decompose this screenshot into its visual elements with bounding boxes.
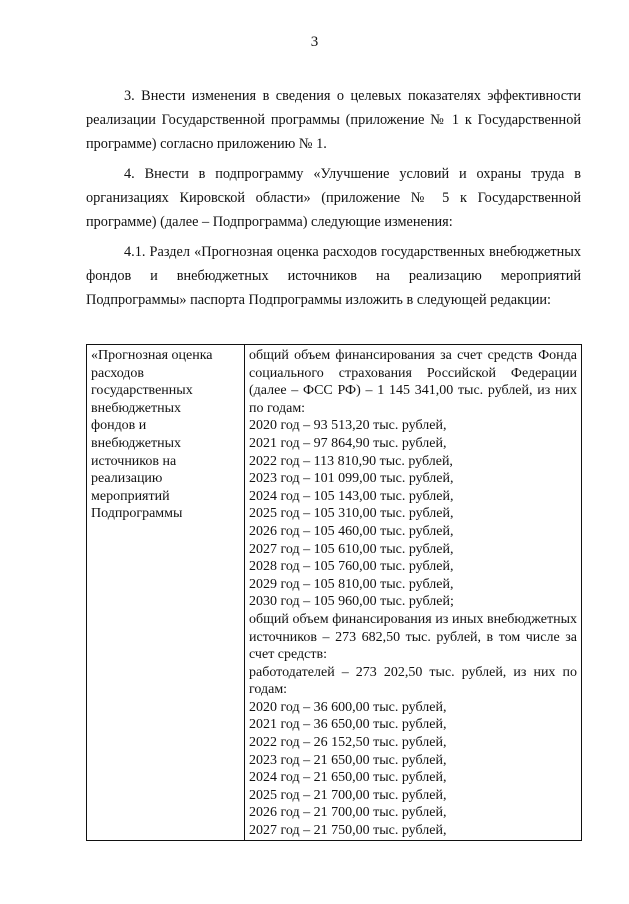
passport-row bbox=[87, 345, 582, 841]
section-title-line: мероприятий bbox=[91, 488, 170, 504]
fss-year-line: 2028 год – 105 760,00 тыс. рублей, bbox=[249, 559, 454, 575]
section-title-line: расходов bbox=[91, 365, 145, 381]
employer-year-line: 2027 год – 21 750,00 тыс. рублей, bbox=[249, 823, 447, 839]
employer-year-line: 2026 год – 21 700,00 тыс. рублей, bbox=[249, 805, 447, 821]
fss-total-text: общий объем финансирования за счет средств Фонда социального страхования Российской Федерации (далее – ФСС РФ) – 1 145 341,00 тыс. рублей, из них по годам: bbox=[249, 348, 577, 416]
section-title-line: источников на bbox=[91, 453, 177, 469]
fss-year-line: 2030 год – 105 960,00 тыс. рублей; bbox=[249, 594, 454, 610]
financing-cell bbox=[245, 345, 582, 841]
paragraph-3: 3. Внести изменения в сведения о целевых показателях эффективности реализации Государственной программы (приложение № 1 к Государственной программе) согласно приложению № 1. bbox=[86, 88, 581, 152]
fss-year-line: 2021 год – 97 864,90 тыс. рублей, bbox=[249, 435, 447, 451]
fss-year-line: 2020 год – 93 513,20 тыс. рублей, bbox=[249, 418, 447, 434]
fss-year-line: 2023 год – 101 099,00 тыс. рублей, bbox=[249, 471, 454, 487]
fss-year-line: 2022 год – 113 810,90 тыс. рублей, bbox=[249, 453, 453, 469]
employer-year-line: 2020 год – 36 600,00 тыс. рублей, bbox=[249, 699, 447, 715]
section-title-line: «Прогнозная оценка bbox=[91, 348, 213, 363]
paragraph-4: 4. Внести в подпрограмму «Улучшение условий и охраны труда в организациях Кировской области» (приложение № 5 к Государственной программе) (далее – Подпрограмма) следующие изменения: bbox=[86, 166, 581, 230]
other-sources-total-text: общий объем финансирования из иных внебюджетных источников – 273 682,50 тыс. рублей, в том числе за счет средств: bbox=[249, 611, 577, 663]
employer-year-line: 2024 год – 21 650,00 тыс. рублей, bbox=[249, 770, 447, 786]
fss-year-line: 2025 год – 105 310,00 тыс. рублей, bbox=[249, 506, 454, 522]
employer-year-line: 2025 год – 21 700,00 тыс. рублей, bbox=[249, 787, 447, 803]
section-title-line: реализацию bbox=[91, 471, 163, 487]
fss-year-line: 2029 год – 105 810,00 тыс. рублей, bbox=[249, 576, 454, 592]
fss-year-line: 2027 год – 105 610,00 тыс. рублей, bbox=[249, 541, 454, 557]
passport-table bbox=[86, 344, 582, 841]
section-title-line: Подпрограммы bbox=[91, 506, 183, 522]
page-number: 3 bbox=[310, 34, 319, 50]
paragraph-4-1: 4.1. Раздел «Прогнозная оценка расходов государственных внебюджетных фондов и внебюджетных источников на реализацию мероприятий Подпрограммы» паспорта Подпрограммы изложить в следующей редакции: bbox=[86, 244, 581, 308]
fss-year-line: 2026 год – 105 460,00 тыс. рублей, bbox=[249, 523, 454, 539]
employers-total-text: работодателей – 273 202,50 тыс. рублей, из них по годам: bbox=[249, 664, 577, 698]
employer-year-line: 2021 год – 36 650,00 тыс. рублей, bbox=[249, 717, 447, 733]
section-title-line: внебюджетных bbox=[91, 400, 182, 416]
section-title-line: государственных bbox=[91, 383, 193, 399]
section-title-line: внебюджетных bbox=[91, 435, 182, 451]
employer-year-line: 2022 год – 26 152,50 тыс. рублей, bbox=[249, 735, 447, 751]
section-title-cell bbox=[87, 345, 245, 841]
employer-year-line: 2023 год – 21 650,00 тыс. рублей, bbox=[249, 752, 447, 768]
section-title-line: фондов и bbox=[91, 418, 147, 434]
fss-year-line: 2024 год – 105 143,00 тыс. рублей, bbox=[249, 488, 454, 504]
